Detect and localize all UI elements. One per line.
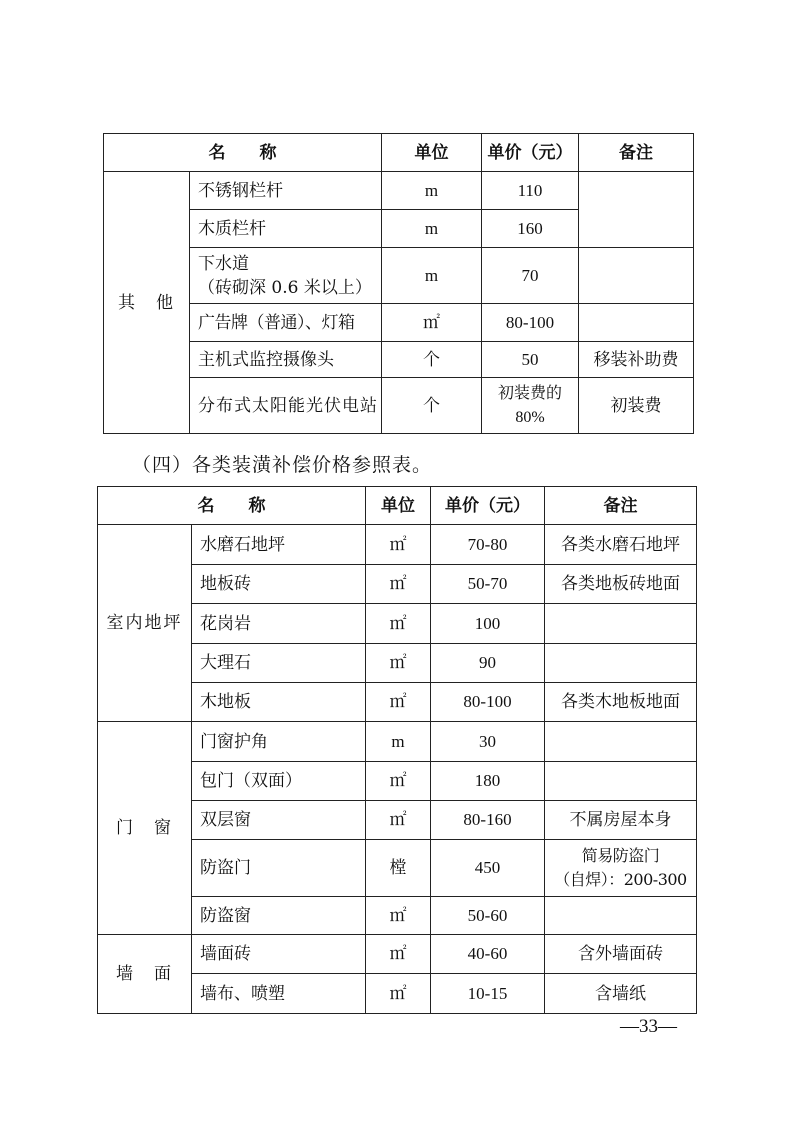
table-other [103, 133, 694, 434]
header-price: 单价（元） [482, 134, 579, 172]
item-price: 90 [431, 644, 545, 683]
item-note: 简易防盗门 （自焊）：200-300 [545, 840, 697, 897]
table-row [104, 378, 694, 434]
item-name: 墙面砖 [192, 935, 366, 974]
item-price: 70-80 [431, 525, 545, 565]
item-price: 80-100 [431, 683, 545, 722]
item-name: 水磨石地坪 [192, 525, 366, 565]
item-note [545, 762, 697, 801]
item-unit: ㎡ [366, 565, 431, 604]
item-note [579, 172, 694, 248]
header-price: 单价（元） [431, 487, 545, 525]
item-price: 160 [482, 210, 579, 248]
item-unit: ㎡ [382, 304, 482, 342]
item-price: 初装费的 80% [482, 378, 579, 434]
table-row [98, 722, 697, 762]
table-header-row [104, 134, 694, 172]
table-decoration [97, 486, 697, 1014]
item-name: 门窗护角 [192, 722, 366, 762]
item-note: 不属房屋本身 [545, 801, 697, 840]
item-unit: m [382, 172, 482, 210]
item-unit: ㎡ [366, 935, 431, 974]
item-price: 100 [431, 604, 545, 644]
item-unit: ㎡ [366, 644, 431, 683]
group-label: 门 窗 [98, 722, 192, 935]
section-heading: （四）各类装潢补偿价格参照表。 [132, 454, 433, 476]
item-unit: ㎡ [366, 525, 431, 565]
item-unit: ㎡ [366, 974, 431, 1014]
header-note: 备注 [579, 134, 694, 172]
item-price: 450 [431, 840, 545, 897]
item-price: 30 [431, 722, 545, 762]
item-price: 50-60 [431, 897, 545, 935]
table-row [104, 342, 694, 378]
item-name: 包门（双面） [192, 762, 366, 801]
item-price: 180 [431, 762, 545, 801]
header-unit: 单位 [366, 487, 431, 525]
item-unit: ㎡ [366, 683, 431, 722]
item-unit: m [366, 722, 431, 762]
item-unit: 个 [382, 342, 482, 378]
header-unit: 单位 [382, 134, 482, 172]
item-name: 墙布、喷塑 [192, 974, 366, 1014]
table-header-row [98, 487, 697, 525]
item-unit: 个 [382, 378, 482, 434]
item-note: 含外墙面砖 [545, 935, 697, 974]
table-row [104, 248, 694, 304]
item-note [579, 248, 694, 304]
group-label: 室内地坪 [98, 525, 192, 722]
item-price: 80-100 [482, 304, 579, 342]
table-row [98, 935, 697, 974]
item-price: 110 [482, 172, 579, 210]
table-row [104, 304, 694, 342]
item-name: 双层窗 [192, 801, 366, 840]
item-note: 各类木地板地面 [545, 683, 697, 722]
item-price: 40-60 [431, 935, 545, 974]
item-price: 10-15 [431, 974, 545, 1014]
item-note [545, 604, 697, 644]
item-note: 初装费 [579, 378, 694, 434]
page-number: —33— [620, 1016, 677, 1037]
item-note [545, 897, 697, 935]
item-name: 防盗门 [192, 840, 366, 897]
item-unit: ㎡ [366, 604, 431, 644]
item-name: 防盗窗 [192, 897, 366, 935]
item-unit: ㎡ [366, 897, 431, 935]
header-name: 名 称 [104, 134, 382, 172]
item-note: 移装补助费 [579, 342, 694, 378]
group-label: 其 他 [104, 172, 190, 434]
item-unit: ㎡ [366, 762, 431, 801]
item-unit: m [382, 248, 482, 304]
item-name: 广告牌（普通）、灯箱 [190, 304, 382, 342]
item-note: 含墙纸 [545, 974, 697, 1014]
item-name: 木质栏杆 [190, 210, 382, 248]
item-unit: 樘 [366, 840, 431, 897]
item-name: 分布式太阳能光伏电站 [190, 378, 382, 434]
table-row [104, 172, 694, 210]
item-price: 50 [482, 342, 579, 378]
header-name: 名 称 [98, 487, 366, 525]
item-note: 各类水磨石地坪 [545, 525, 697, 565]
item-name: 大理石 [192, 644, 366, 683]
item-price: 50-70 [431, 565, 545, 604]
item-price: 70 [482, 248, 579, 304]
item-note [579, 304, 694, 342]
item-name: 地板砖 [192, 565, 366, 604]
item-note [545, 722, 697, 762]
item-unit: m [382, 210, 482, 248]
item-unit: ㎡ [366, 801, 431, 840]
header-note: 备注 [545, 487, 697, 525]
item-name: 木地板 [192, 683, 366, 722]
group-label: 墙 面 [98, 935, 192, 1014]
item-name: 下水道 （砖砌深 0.6 米以上） [190, 248, 382, 304]
item-note [545, 644, 697, 683]
item-name: 主机式监控摄像头 [190, 342, 382, 378]
table-row [98, 525, 697, 565]
item-price: 80-160 [431, 801, 545, 840]
item-note: 各类地板砖地面 [545, 565, 697, 604]
item-name: 花岗岩 [192, 604, 366, 644]
item-name: 不锈钢栏杆 [190, 172, 382, 210]
